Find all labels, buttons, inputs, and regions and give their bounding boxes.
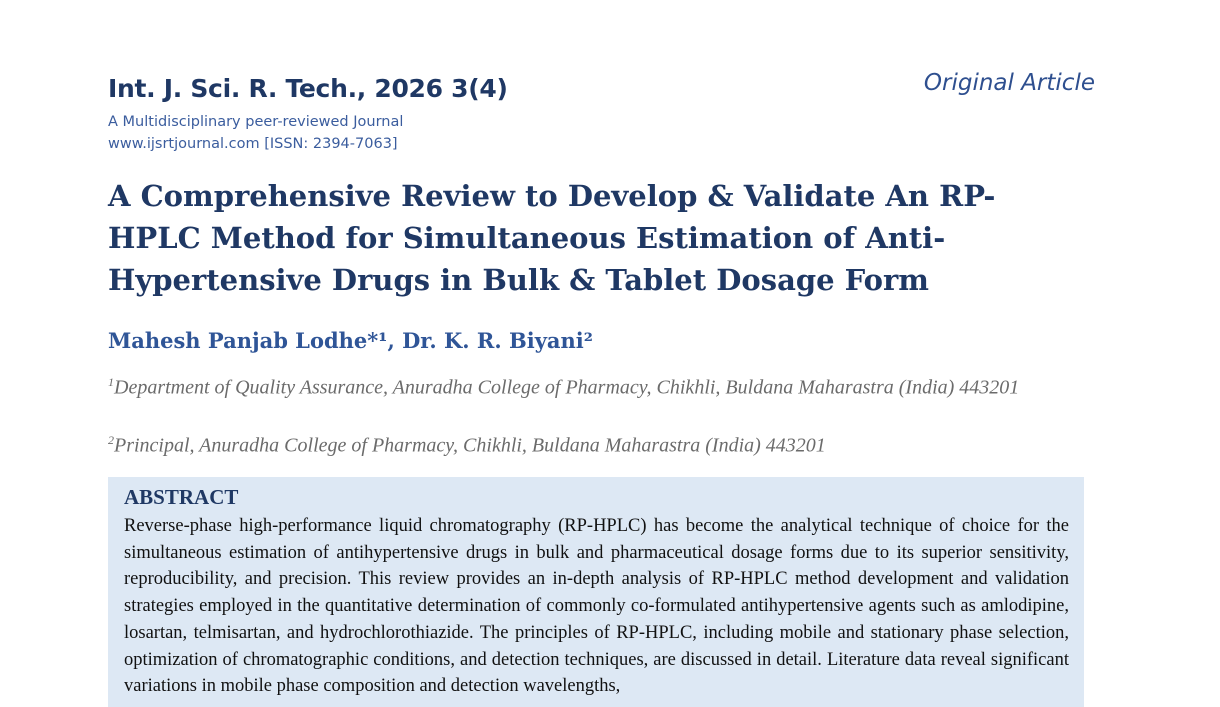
affiliation-1-text: Department of Quality Assurance, Anuradha College of Pharmacy, Chikhli, Buldana Maharastra (India) 443201 [114,376,1020,399]
paper-title: A Comprehensive Review to Develop & Validate An RP-HPLC Method for Simultaneous Estimation of Anti-Hypertensive Drugs in Bulk & Tablet Dosage Form [108,179,996,297]
affiliation-2-text: Principal, Anuradha College of Pharmacy, Chikhli, Buldana Maharastra (India) 443201 [114,434,826,457]
author-list: Mahesh Panjab Lodhe*¹, Dr. K. R. Biyani² [108,328,593,353]
affiliation-2-marker: 2 [108,433,114,447]
abstract-section [108,477,1084,707]
journal-citation: Int. J. Sci. R. Tech., 2026 3(4) [108,74,508,103]
affiliation-1 [108,368,1068,403]
abstract-heading: ABSTRACT [124,485,239,509]
article-type-label: Original Article [923,70,1095,96]
abstract-text: Reverse-phase high-performance liquid chromatography (RP-HPLC) has become the analytical technique of choice for the simultaneous estimation of antihypertensive drugs in bulk and pharmaceutical dosage forms due to its superior sensitivity, reproducibility, and precision. This review provides an in-depth analysis of RP-HPLC method development and validation strategies employed in the quantitative determination of commonly co-formulated antihypertensive agents such as amlodipine, losartan, telmisartan, and hydrochlorothiazide. The principles of RP-HPLC, including mobile and stationary phase selection, optimization of chromatographic conditions, and detection techniques, are discussed in detail. Literature data reveal significant variations in mobile phase composition and detection wavelengths, [124,516,1069,697]
journal-tagline: A Multidisciplinary peer-reviewed Journal [108,114,404,130]
journal-website-issn[interactable]: www.ijsrtjournal.com [ISSN: 2394-7063] [108,136,398,152]
affiliation-1-marker: 1 [108,375,114,389]
affiliation-2 [108,426,1068,461]
